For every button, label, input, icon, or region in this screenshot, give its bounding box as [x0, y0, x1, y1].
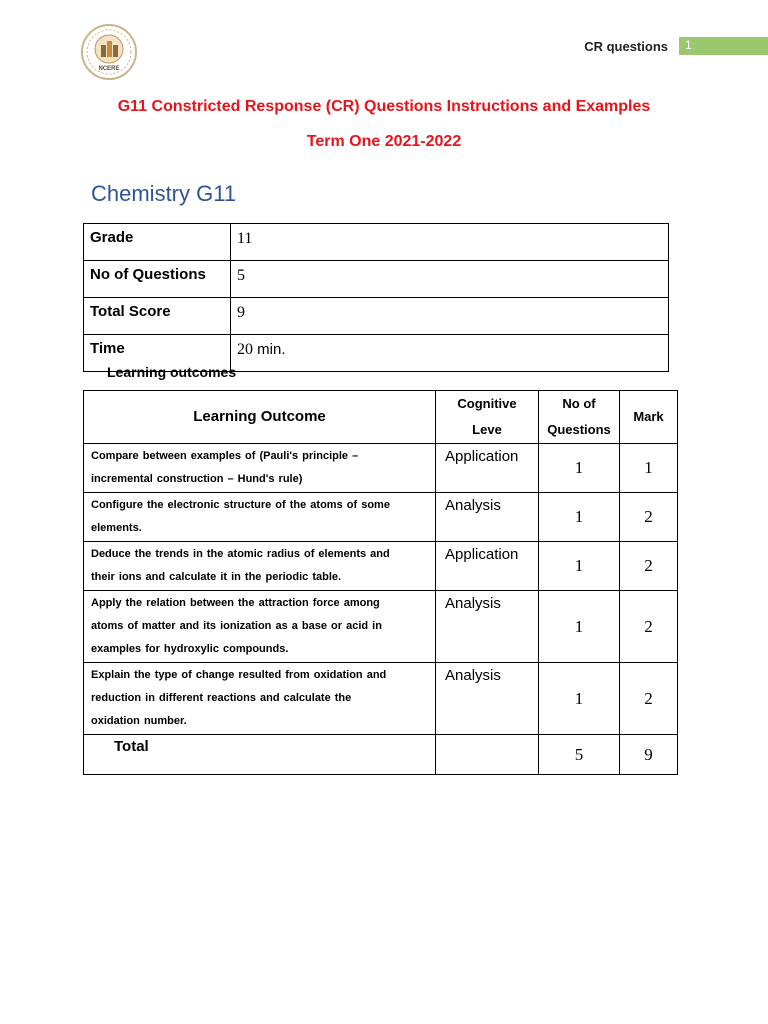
- question-count: 1: [539, 542, 620, 591]
- info-value: 5: [231, 261, 669, 298]
- table-row: [84, 663, 678, 735]
- header-label: CR questions: [584, 39, 668, 54]
- question-count: 1: [539, 591, 620, 663]
- outcome-description: Deduce the trends in the atomic radius of elements and their ions and calculate it in the periodic table.: [84, 542, 436, 591]
- table-row: [84, 542, 678, 591]
- header-learning-outcome: Learning Outcome: [84, 391, 436, 444]
- cognitive-level: Application: [436, 542, 539, 591]
- mark-value: 2: [620, 493, 678, 542]
- total-label: Total: [84, 735, 436, 775]
- info-value: 11: [231, 224, 669, 261]
- cognitive-level: Analysis: [436, 493, 539, 542]
- logo-text: NCERE: [98, 66, 120, 72]
- header-mark: Mark: [620, 391, 678, 444]
- term-title: Term One 2021-2022: [306, 133, 462, 150]
- table-header-row: [84, 391, 678, 444]
- outcome-description: Apply the relation between the attraction force among atoms of matter and its ionization as a base or acid in examples for hydroxylic compounds.: [84, 591, 436, 663]
- info-value: [231, 335, 669, 372]
- page-number: 1: [685, 38, 692, 52]
- info-label: Grade: [84, 224, 231, 261]
- table-row: [84, 591, 678, 663]
- exam-info-table: [83, 223, 669, 372]
- mark-value: 2: [620, 591, 678, 663]
- info-row-grade: [84, 224, 669, 261]
- cognitive-level: Application: [436, 444, 539, 493]
- time-unit: min.: [253, 341, 286, 358]
- question-count: 1: [539, 493, 620, 542]
- mark-value: 1: [620, 444, 678, 493]
- info-label: Time: [84, 335, 231, 372]
- page-number-badge: [679, 37, 768, 55]
- table-row: [84, 444, 678, 493]
- total-questions: 5: [539, 735, 620, 775]
- question-count: 1: [539, 444, 620, 493]
- cognitive-level: Analysis: [436, 591, 539, 663]
- info-label: Total Score: [84, 298, 231, 335]
- outcome-description: Compare between examples of (Pauli's principle – incremental construction – Hund's rule): [84, 444, 436, 493]
- header-cognitive-level: Cognitive Leve: [436, 391, 539, 444]
- mark-value: 2: [620, 542, 678, 591]
- question-count: 1: [539, 663, 620, 735]
- outcome-description: Configure the electronic structure of the atoms of some elements.: [84, 493, 436, 542]
- subject-heading: Chemistry G11: [91, 181, 237, 206]
- mark-value: 2: [620, 663, 678, 735]
- info-label: No of Questions: [84, 261, 231, 298]
- ncere-logo: [80, 23, 138, 81]
- table-row: [84, 493, 678, 542]
- info-row-questions: [84, 261, 669, 298]
- info-row-score: [84, 298, 669, 335]
- cognitive-level: Analysis: [436, 663, 539, 735]
- info-value: 9: [231, 298, 669, 335]
- time-value: 20: [237, 341, 253, 358]
- total-mark: 9: [620, 735, 678, 775]
- total-row: [84, 735, 678, 775]
- document-title: G11 Constricted Response (CR) Questions Instructions and Examples: [117, 98, 651, 115]
- total-cognitive-empty: [436, 735, 539, 775]
- learning-outcomes-heading: Learning outcomes: [107, 364, 237, 380]
- outcome-description: Explain the type of change resulted from oxidation and reduction in different reactions and calculate the oxidation number.: [84, 663, 436, 735]
- learning-outcomes-table: [83, 390, 678, 775]
- header-no-of-questions: No of Questions: [539, 391, 620, 444]
